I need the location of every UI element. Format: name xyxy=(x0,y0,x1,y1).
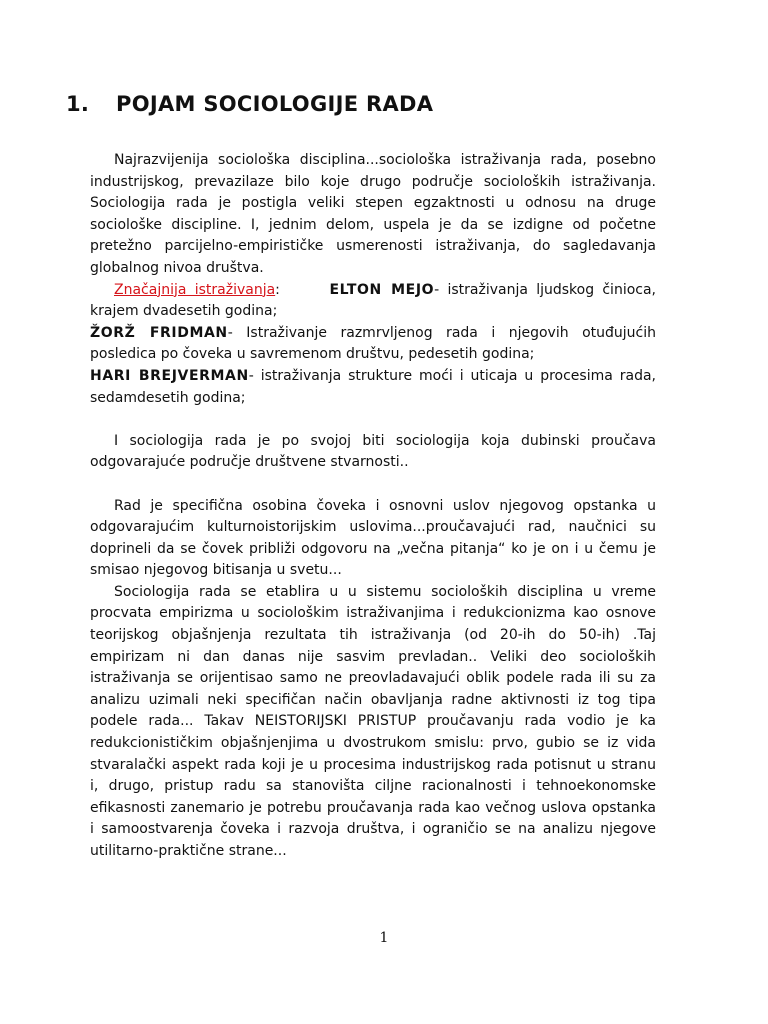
researcher-description: - Istraživanje razmrvljenog rada i njegovih otuđujućih posledica po čoveka u savremenom društvu, pedesetih godina; xyxy=(90,324,656,363)
researcher-description: - istraživanja ljudskog činioca, krajem dvadesetih godina; xyxy=(90,281,657,320)
paragraph-work: Rad je specifična osobina čoveka i osnovni uslov njegovog opstanka u odgovarajućim kulturnoistorijskim uslovima...proučavajući rad, naučnici su doprineli da se čovek približi odgovoru na „večna pitanja“ ko je on i u čemu je smisao njegovog bitisanja u svetu... xyxy=(90,497,656,579)
chapter-title: POJAM SOCIOLOGIJE RADA xyxy=(116,92,434,116)
paragraph-definition: I sociologija rada je po svojoj biti sociologija koja dubinski proučava odgovarajuće područje društvene stvarnosti.. xyxy=(90,432,656,471)
researcher-name: ELTON MEJO xyxy=(329,281,435,298)
paragraph-intro: Najrazvijenija sociološka disciplina...sociološka istraživanja rada, posebno industrijskog, prevazilaze bilo koje drugo područje socioloških istraživanja. Sociologija rada je postigla veliki stepen egzaktnosti u odnosu na druge sociološke discipline. I, jednim delom, uspela je da se izdigne od početne pretežno parcijelno-empirističke usmerenosti istraživanja, do sagledavanja globalnog nivoa društva. xyxy=(90,152,656,276)
research-entry xyxy=(90,366,656,409)
document-body xyxy=(90,150,656,863)
research-label-link[interactable]: Značajnija istraživanja xyxy=(114,281,276,298)
research-label-colon: : xyxy=(275,281,280,298)
researcher-description: - istraživanja strukture moći i uticaja u procesima rada, sedamdesetih godina; xyxy=(90,367,656,406)
researcher-name: HARI BREJVERMAN xyxy=(90,367,249,384)
research-entry xyxy=(90,323,656,366)
paragraph-establishment: Sociologija rada se etablira u u sistemu socioloških disciplina u vreme procvata empirizma u sociološkim istraživanjima i redukcionizma kao osnove teorijskog objašnjenja rezultata tih istraživanja (od 20-ih do 50-ih) .Taj empirizam ni dan danas nije sasvim prevladan.. Veliki deo socioloških istraživanja se orijentisao samo ne preovladavajući oblik podele rada ili su za analizu uzimali neki specifičan način obavljanja radne aktivnosti iz tog tipa podele rada... Takav NEISTORIJSKI PRISTUP proučavanju rada vodio je ka redukcionističkim objašnjenjima u dvostrukom smislu: prvo, gubio se iz vida stvaralački aspekt rada koji je u procesima industrijskog rada potisnut u stranu i, drugo, pristup radu sa stanovišta ciljne racionalnosti i tehnoekonomske efikasnosti zanemario je potrebu proučavanja rada kao večnog uslova opstanka i samoostvarenja čoveka i razvoja društva, i ograničio se na analizu njegove utilitarno-praktične strane... xyxy=(90,583,656,859)
chapter-number: 1. xyxy=(66,92,90,116)
chapter-heading xyxy=(66,92,433,116)
researcher-name: ŽORŽ FRIDMAN xyxy=(90,324,228,341)
research-entry-first xyxy=(90,280,656,323)
page-number: 1 xyxy=(379,930,389,946)
